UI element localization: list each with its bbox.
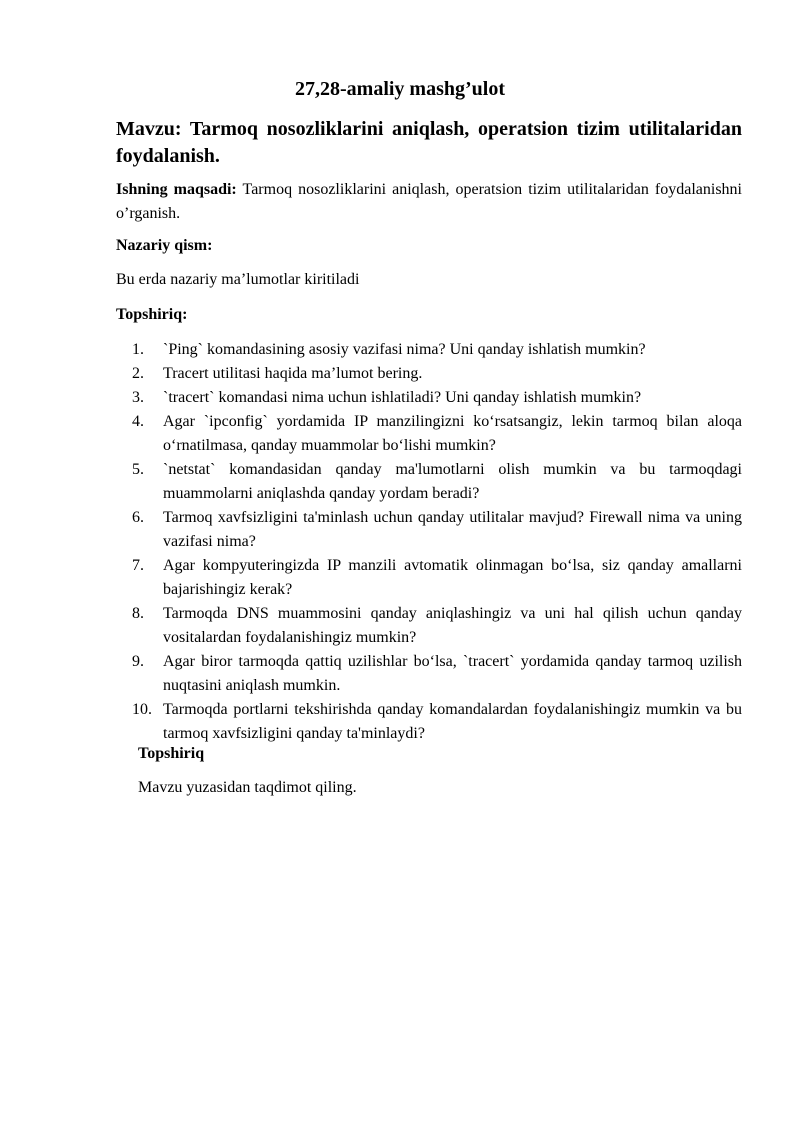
goal-paragraph <box>116 178 742 226</box>
list-item <box>116 506 742 554</box>
goal-text: Tarmoq nosozliklarini aniqlash, operatsion tizim utilitalaridan foydalanishni o’rganish. <box>116 181 742 222</box>
goal-label: Ishning maqsadi: <box>116 181 237 198</box>
list-item-number: 8. <box>132 605 144 622</box>
list-item <box>116 410 742 458</box>
list-item-number: 1. <box>132 341 144 358</box>
list-item-text: Agar `ipconfig` yordamida IP manzilingizni ko‘rsatsangiz, lekin tarmoq bilan aloqa o‘rnatilmasa, qanday muammolar bo‘lishi mumkin? <box>163 413 742 454</box>
list-item-number: 6. <box>132 509 144 526</box>
list-item-number: 3. <box>132 389 144 406</box>
list-item <box>116 698 742 746</box>
list-item <box>116 338 742 362</box>
list-item-number: 2. <box>132 365 144 382</box>
assignment-heading: Topshiriq <box>138 745 205 762</box>
list-item-text: Agar kompyuteringizda IP manzili avtomatik olinmagan bo‘lsa, siz qanday amallarni bajarishingiz kerak? <box>163 557 742 598</box>
list-item-number: 5. <box>132 461 144 478</box>
list-item-text: Agar biror tarmoqda qattiq uzilishlar bo‘lsa, `tracert` yordamida qanday tarmoq uzilish nuqtasini aniqlash mumkin. <box>163 653 742 694</box>
list-item <box>116 602 742 650</box>
list-item-number: 9. <box>132 653 144 670</box>
list-item-text: Tarmoqda portlarni tekshirishda qanday komandalardan foydalanishingiz mumkin va bu tarmoq xavfsizligini qanday ta'minlaydi? <box>163 701 742 742</box>
list-item-number: 4. <box>132 413 144 430</box>
list-item-number: 10. <box>132 701 152 718</box>
list-item <box>116 650 742 698</box>
theory-heading: Nazariy qism: <box>116 237 213 254</box>
list-item-text: `Ping` komandasining asosiy vazifasi nima? Uni qanday ishlatish mumkin? <box>163 341 646 358</box>
theory-text: Bu erda nazariy ma’lumotlar kiritiladi <box>116 271 360 288</box>
list-item-text: Tarmoq xavfsizligini ta'minlash uchun qanday utilitalar mavjud? Firewall nima va uning vazifasi nima? <box>163 509 742 550</box>
list-item-text: `netstat` komandasidan qanday ma'lumotlarni olish mumkin va bu tarmoqdagi muammolarni aniqlashda qanday yordam beradi? <box>163 461 742 502</box>
list-item <box>116 458 742 506</box>
list-item-number: 7. <box>132 557 144 574</box>
topic-heading: Mavzu: Tarmoq nosozliklarini aniqlash, operatsion tizim utilitalaridan foydalanish. <box>116 118 742 167</box>
list-item-text: `tracert` komandasi nima uchun ishlatiladi? Uni qanday ishlatish mumkin? <box>163 389 642 406</box>
list-item <box>116 554 742 602</box>
list-item <box>116 386 742 410</box>
list-item-text: Tracert utilitasi haqida ma’lumot bering. <box>163 365 423 382</box>
page-title: 27,28-amaliy mashg’ulot <box>295 78 505 100</box>
list-item-text: Tarmoqda DNS muammosini qanday aniqlashingiz va uni hal qilish uchun qanday vositalardan foydalanishingiz mumkin? <box>163 605 742 646</box>
list-item <box>116 362 742 386</box>
tasks-heading: Topshiriq: <box>116 306 188 323</box>
assignment-text: Mavzu yuzasidan taqdimot qiling. <box>138 779 357 796</box>
task-list <box>116 338 742 746</box>
